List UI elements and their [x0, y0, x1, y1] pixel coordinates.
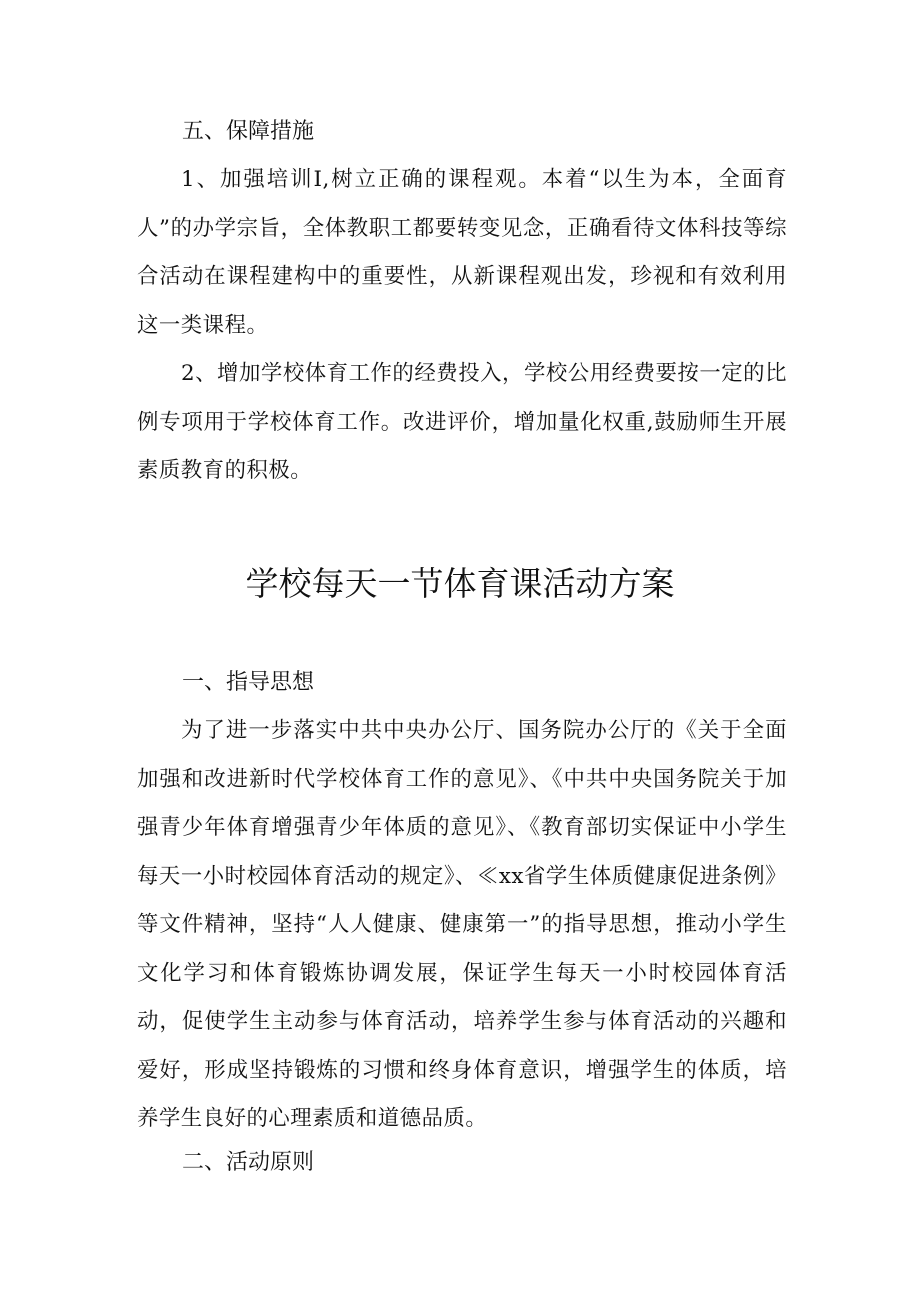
section-2-heading: 二、活动原则: [182, 1150, 315, 1175]
section-1-paragraph: 为了进一步落实中共中央办公厅、国务院办公厅的《关于全面加强和改进新时代学校体育工作的意见》、《中共中央国务院关于加强青少年体育增强青少年体质的意见》、《教育部切实保证中小学生每天一小时校园体育活动的规定》、≪xx省学生体质健康促进条例》等文件精神，坚持“人人健康、健康第一”的指导思想，推动小学生文化学习和体育锻炼协调发展，保证学生每天一小时校园体育活动，促使学生主动参与体育活动，培养学生参与体育活动的兴趣和爱好，形成坚持锻炼的习惯和终身体育意识，增强学生的体质，培养学生良好的心理素质和道德品质。: [137, 718, 787, 1131]
section-5-heading: 五、保障措施: [182, 119, 315, 144]
document-title: 学校每天一节体育课活动方案: [245, 564, 675, 603]
section-5-paragraph-1: 1、加强培训I,树立正确的课程观。本着“以生为本，全面育人”的办学宗旨，全体教职工都要转变见念，正确看待文体科技等综合活动在课程建构中的重要性，从新课程观出发，珍视和有效利用这一类课程。: [137, 167, 787, 338]
section-5-paragraph-2: 2、增加学校体育工作的经费投入，学校公用经费要按一定的比例专项用于学校体育工作。改进评价，增加量化权重,鼓励师生开展素质教育的积极。: [137, 361, 787, 483]
section-1-heading: 一、指导思想: [182, 670, 315, 695]
